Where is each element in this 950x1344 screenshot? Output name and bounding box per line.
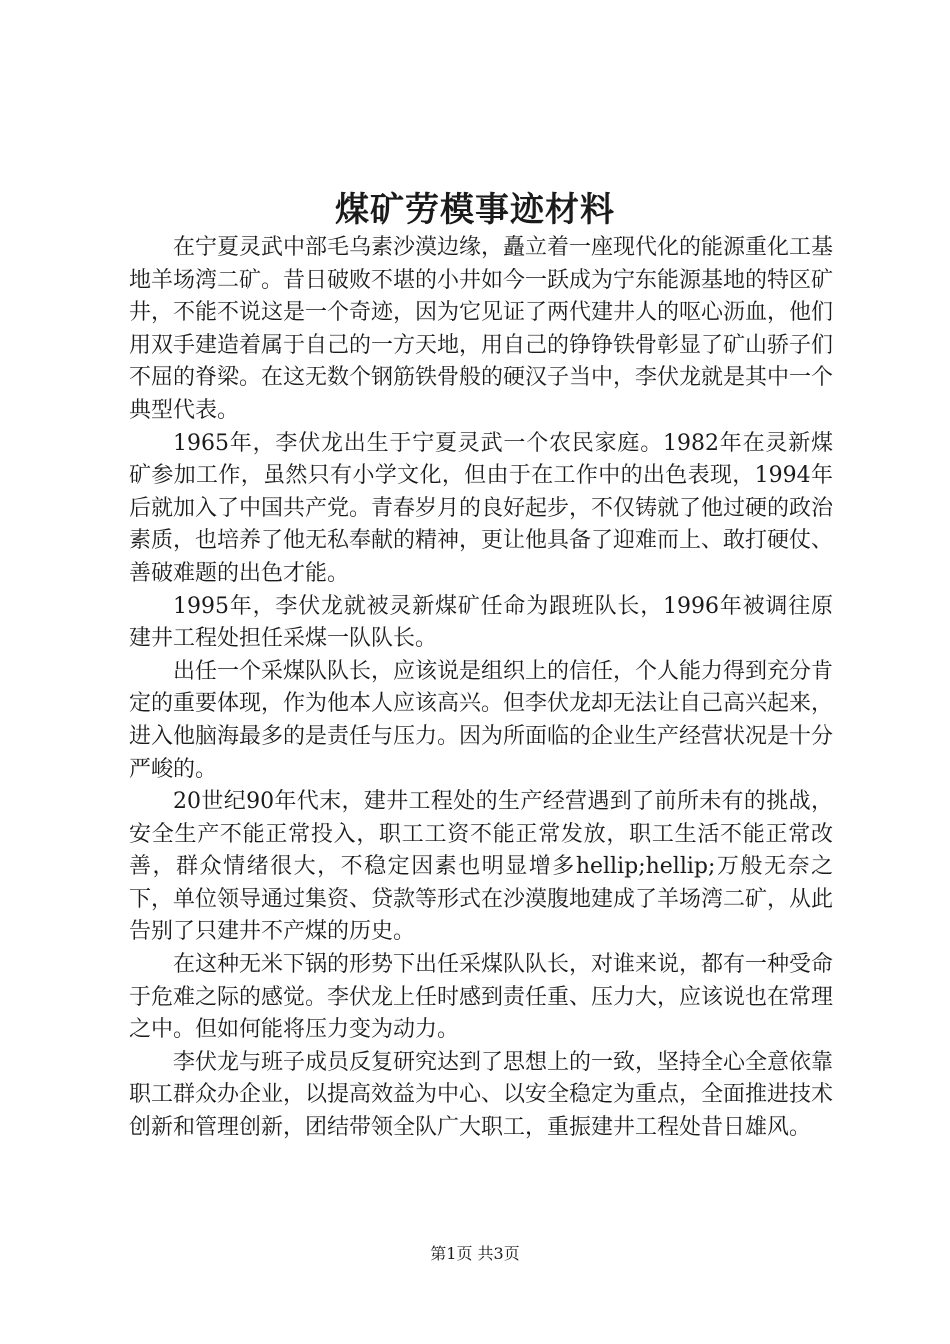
paragraph-5: 20世纪90年代末，建井工程处的生产经营遇到了前所未有的挑战，安全生产不能正常投入，职工工资不能正常发放，职工生活不能正常改善，群众情绪很大，不稳定因素也明显增多hellip;hellip;万般无奈之下，单位领导通过集资、贷款等形式在沙漠腹地建成了羊场湾二矿，从此告别了只建井不产煤的历史。 xyxy=(129,789,834,945)
paragraph-7: 李伏龙与班子成员反复研究达到了思想上的一致，坚持全心全意依靠职工群众办企业，以提高效益为中心、以安全稳定为重点，全面推进技术创新和管理创新，团结带领全队广大职工，重振建井工程处昔日雄风。 xyxy=(129,1049,834,1141)
paragraph-2: 1965年，李伏龙出生于宁夏灵武一个农民家庭。1982年在灵新煤矿参加工作，虽然只有小学文化，但由于在工作中的出色表现，1994年后就加入了中国共产党。青春岁月的良好起步，不仅铸就了他过硬的政治素质，也培养了他无私奉献的精神，更让他具备了迎难而上、敢打硬仗、善破难题的出色才能。 xyxy=(129,430,834,586)
page-number-footer: 第1页 共3页 xyxy=(430,1244,520,1263)
document-title: 煤矿劳模事迹材料 xyxy=(335,190,615,230)
paragraph-4: 出任一个采煤队队长，应该说是组织上的信任，个人能力得到充分肯定的重要体现，作为他本人应该高兴。但李伏龙却无法让自己高兴起来，进入他脑海最多的是责任与压力。因为所面临的企业生产经营状况是十分严峻的。 xyxy=(129,658,834,782)
paragraph-1: 在宁夏灵武中部毛乌素沙漠边缘，矗立着一座现代化的能源重化工基地羊场湾二矿。昔日破败不堪的小井如今一跃成为宁东能源基地的特区矿井，不能不说这是一个奇迹，因为它见证了两代建井人的呕心沥血，他们用双手建造着属于自己的一方天地，用自己的铮铮铁骨彰显了矿山骄子们不屈的脊梁。在这无数个钢筋铁骨般的硬汉子当中，李伏龙就是其中一个典型代表。 xyxy=(129,235,834,423)
document-body xyxy=(129,232,833,1145)
paragraph-6: 在这种无米下锅的形势下出任采煤队队长，对谁来说，都有一种受命于危难之际的感觉。李伏龙上任时感到责任重、压力大，应该说也在常理之中。但如何能将压力变为动力。 xyxy=(129,952,834,1043)
paragraph-3: 1995年，李伏龙就被灵新煤矿任命为跟班队长，1996年被调往原建井工程处担任采煤一队队长。 xyxy=(129,593,833,652)
